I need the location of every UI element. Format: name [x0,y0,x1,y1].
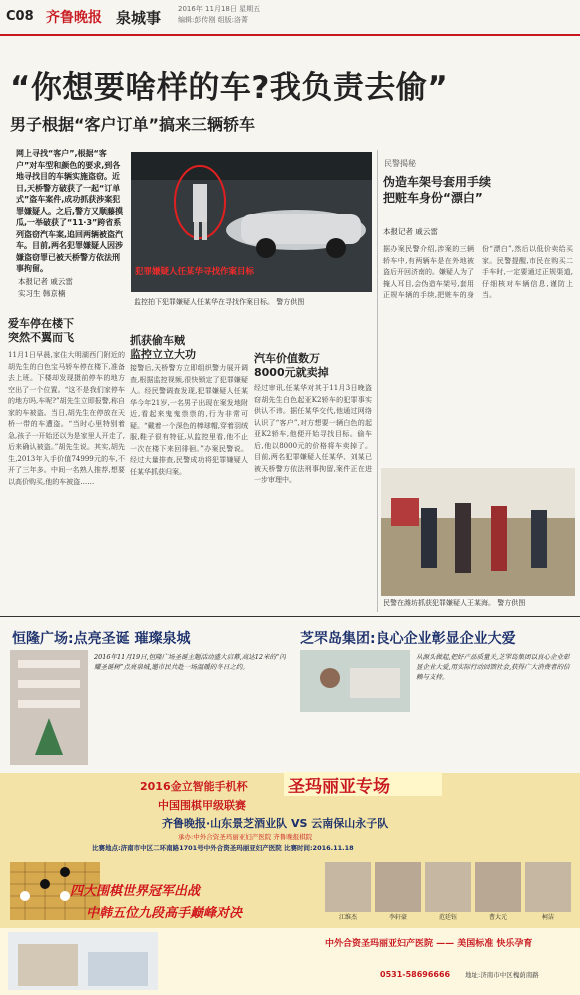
player-name: 范廷钰 [438,914,457,921]
photo-overlay-text: 犯罪嫌疑人任某华寻找作案目标 [135,267,255,277]
intern: 实习生 韩京楠 [18,289,66,298]
hospital-address: 地址:济南市中区槐荫南路 [465,971,539,979]
banner-slogan1: 四大围棋世界冠军出战 [70,884,201,899]
banner-host: 承办:中外合资圣玛丽亚妇产医院 齐鲁晚报棋院 [178,833,313,841]
arrest-image [381,468,575,596]
ad-right-photo [300,650,410,712]
player-name: 曹大元 [488,914,507,921]
player-photo [375,862,421,912]
ad-left-photo [10,650,88,765]
player-card [325,862,371,921]
sidebar-body: 据办案民警介绍,涉案的三辆轿车中,有两辆车是在外地被盗后开回济南的。嫌疑人为了掩人耳目,会伪造车架号,套用正规车辆的手续,把赃车的身份“漂白”,然后以低价卖给买家。民警提醒,市民在购买二手车时,一定要通过正规渠道,仔细核对车辆信息,谨防上当。 [383,245,573,299]
col2-heading: 抓获偷车贼 监控立立大功 [130,334,196,361]
company-image [300,650,410,712]
player-photo [525,862,571,912]
hospital-phone: 0531-58696666 [380,970,451,979]
header-meta [178,4,260,26]
byline [18,276,73,300]
player-card [375,862,421,921]
banner-line1b: 圣玛丽亚专场 [288,777,390,797]
ad-right-text: 从源头做起,把好产品质量关,芝罘岛集团以良心企业彰显企业大爱,用实际行动回馈社会,获得广大消费者的信赖与支持。 [416,653,570,681]
arrest-photo [381,468,575,596]
banner-line2: 中国围棋甲级联赛 [158,799,246,812]
banner-slogan2: 中韩五位九段高手巅峰对决 [86,906,243,921]
col2-body: 接警后,天桥警方立即组织警力展开调查,根据监控视频,很快锁定了犯罪嫌疑人。经民警调查发现,犯罪嫌疑人任某华今年21岁,一名男子出现在案发地附近,看起来鬼鬼祟祟的,行为非常可疑。“戴着一个深色的棒球帽,穿着羽绒服,鞋子很有特征,从监控里看,他不止一次在楼下来回徘徊。”办案民警说。经过大量排查,民警成功将犯罪嫌疑人任某华抓获归案。 [130,364,248,476]
col3-body: 经过审讯,任某华对其于11月3日晚盗窃胡先生白色起亚K2轿车的犯罪事实供认不讳。据任某华交代,他通过网络认识了“客户”,对方想要一辆白色的起亚K2轿车,他便开始寻找目标。偷车后,他以8000元的价格将车卖掉了。目前,两名犯罪嫌疑人任某华、刘某已被天桥警方依法刑事拘留,案件正在进一步审理中。 [254,384,372,484]
player-name: 江维杰 [338,914,357,921]
player-photo [425,862,471,912]
issue-date: 2016年 11月18日 星期五 [178,5,261,13]
page-number: C08 [6,9,34,24]
hospital-name: 中外合资圣玛丽亚妇产医院 —— 美国标准 快乐孕育 [325,939,533,949]
ad-left-text: 2016年11月19日,恒隆广场圣诞主题活动盛大启幕,高达12米的“闪耀圣诞树”点亮泉城,邀市民共赴一场温暖的冬日之约。 [94,653,286,671]
player-row [325,862,575,926]
banner-line3: 齐鲁晚报·山东景芝酒业队 VS 云南保山永子队 [162,817,389,830]
player-photo [325,862,371,912]
mall-image [10,650,88,765]
subheadline: 男子根据“客户订单”搞来三辆轿车 [10,115,256,134]
ads-top-rule [0,616,580,617]
lead-paragraph: 网上寻找“客户”,根据“客户”对车型和颜色的要求,到各地寻找目的车辆实施盗窃。近日,天桥警方破获了一起“订单式”盗车案件,成功抓获涉案犯罪嫌疑人。之后,警方又顺藤摸瓜,一举破获了“11·3”跨省系列盗窃汽车案,追回两辆被盗汽车。目前,两名犯罪嫌疑人因涉嫌盗窃罪已被天桥警方依法刑事拘留。 [16,149,124,273]
sidebar-reporter: 本报记者 戚云雷 [383,227,438,236]
hospital-image [8,932,158,990]
sidebar-photo-caption: 民警在潍坊抓获犯罪嫌疑人王某海。 警方供图 [383,599,526,607]
player-card [475,862,521,921]
sidebar-tag: 民警揭秘 [384,159,416,168]
ad-right-title: 芝罘岛集团:良心企业彰显企业大爱 [300,631,516,647]
player-name: 柯洁 [541,914,554,921]
section-title: 泉城事 [116,9,162,27]
col1-heading: 爱车停在楼下 突然不翼而飞 [8,317,74,344]
sidebar-divider [377,150,378,612]
player-photo [475,862,521,912]
banner-line1: 2016金立智能手机杯 [140,780,248,793]
reporter: 本报记者 戚云雷 [18,277,73,286]
newspaper-logo: 齐鲁晚报 [46,10,102,26]
photo-caption: 监控拍下犯罪嫌疑人任某华在寻找作案目标。 警方供图 [134,298,305,306]
ad-left-title: 恒隆广场:点亮圣诞 璀璨泉城 [12,631,191,647]
sidebar-heading: 伪造车架号套用手续 把赃车身份“漂白” [383,175,492,205]
player-card [425,862,471,921]
col1-body: 11月1日早晨,家住大明湖西门附近的胡先生的白色宝马轿车停在楼下,准备去上班。下楼却发现摄前停车的地方空出了一个位置。“这不是我们家停车的地方吗,车呢?”胡先生立即报警,称自家的车被盗。当日,胡先生在停放在天桥一带的车遭盗。“当时心里特别着急,孩子一开始还以为是家里人开走了,后来确认被盗。”胡先生说。其实,胡先生,2013年入手价值74999元的车,不开了三年多。中间一名熟人推荐,想要以高价购买,他的车被盗…… [8,351,125,486]
banner-venue: 比赛地点:济南市中区二环南路1701号中外合资圣玛丽亚妇产医院 比赛时间:2016.11.18 [92,844,354,852]
player-card [525,862,571,921]
headline: “你想要啥样的车?我负责去偷” [10,70,449,106]
hospital-building [8,932,158,990]
player-name: 李轩豪 [388,914,407,921]
editor-line: 编辑:彭传刚 组版:洛菁 [178,16,248,24]
col3-heading: 汽车价值数万 8000元就卖掉 [254,352,329,379]
